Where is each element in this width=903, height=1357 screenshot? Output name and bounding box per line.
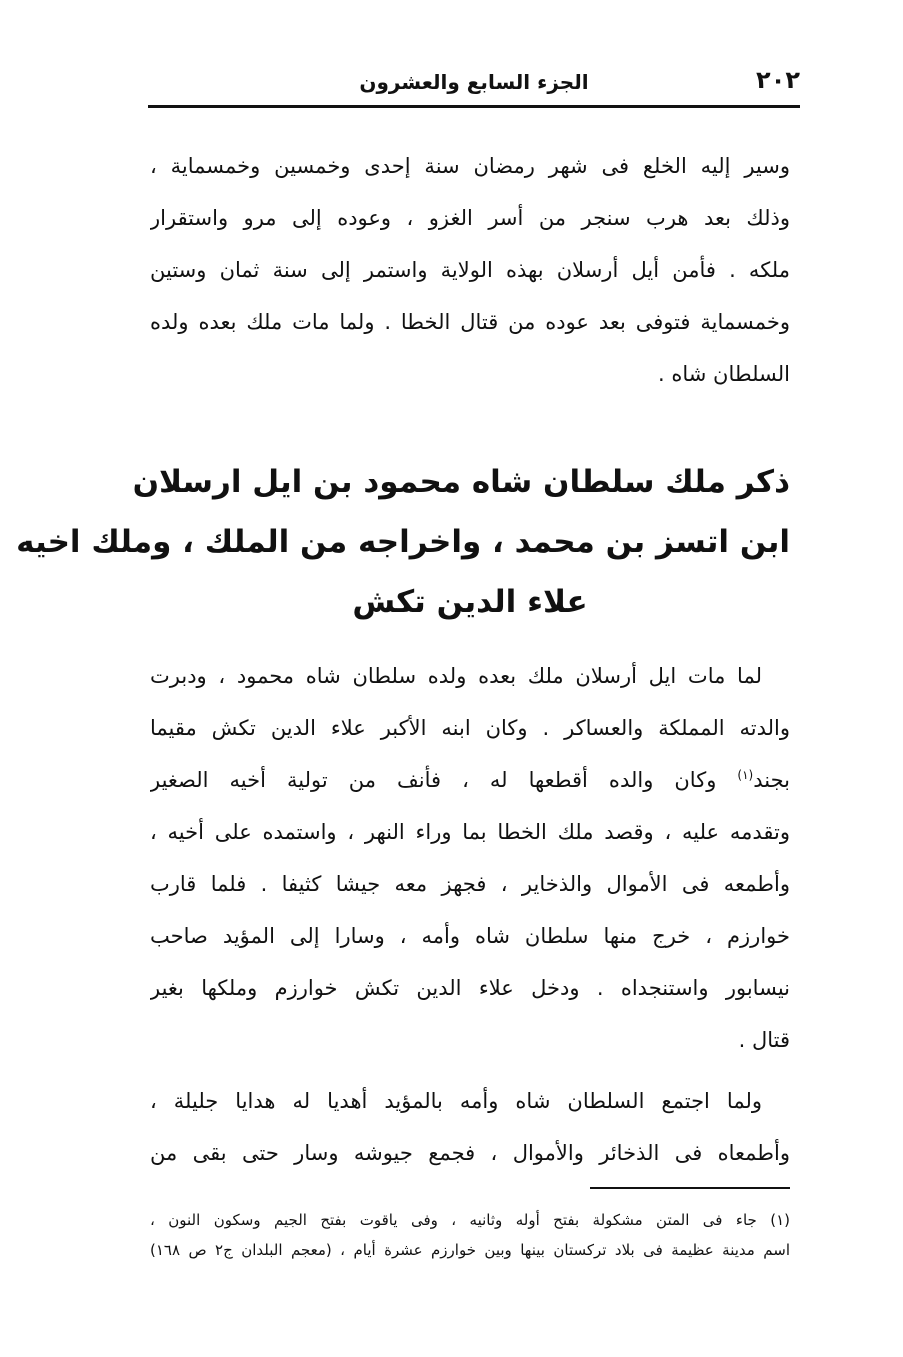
paragraph-1	[150, 140, 790, 400]
text-line: السلطان شاه .	[658, 362, 790, 386]
text-fragment: وكان والده أقطعها له ، فأنف من تولية أخيه الصغير	[150, 768, 717, 792]
text-line: نيسابور واستنجداه . ودخل علاء الدين تكش خوارزم وملكها بغير	[150, 976, 790, 1000]
text-line: خوارزم ، خرج منها سلطان شاه وأمه ، وسارا إلى المؤيد صاحب	[150, 924, 790, 948]
text-line: وأطمعه فى الأموال والذخاير ، فجهز معه جيشا كثيفا . فلما قارب	[150, 872, 790, 896]
text-line: ملكه . فأمن أيل أرسلان بهذه الولاية واستمر إلى سنة ثمان وستين	[150, 258, 790, 282]
text-line: وتقدمه عليه ، وقصد ملك الخطا بما وراء النهر ، واستمده على أخيه ،	[150, 820, 790, 844]
text-line: وذلك بعد هرب سنجر من أسر الغزو ، وعوده إلى مرو واستقرار	[150, 206, 790, 230]
section-heading	[16, 452, 790, 632]
text-line: قتال .	[738, 1028, 790, 1052]
footnote-line: اسم مدينة عظيمة فى بلاد تركستان بينها وبين خوارزم عشرة أيام ، (معجم البلدان ج٢ ص ١٦٨)	[150, 1241, 790, 1259]
header-divider	[148, 105, 800, 108]
paragraph-3	[150, 1075, 790, 1179]
text-line: ولما اجتمع السلطان شاه وأمه بالمؤيد أهديا له هدايا جليلة ،	[150, 1089, 762, 1113]
running-title: الجزء السابع والعشرون	[359, 70, 589, 94]
heading-line: ذكر ملك سلطان شاه محمود بن ايل ارسلان	[132, 464, 790, 500]
heading-line: ابن اتسز بن محمد ، واخراجه من الملك ، وملك اخيه	[16, 524, 790, 560]
heading-line: علاء الدين تكش	[352, 584, 588, 620]
page-header	[148, 62, 800, 102]
footnote-reference: (١)	[737, 768, 754, 782]
footnote-divider	[590, 1187, 790, 1189]
text-line: والدته المملكة والعساكر . وكان ابنه الأكبر علاء الدين تكش مقيما	[150, 716, 790, 740]
text-line: وسير إليه الخلع فى شهر رمضان سنة إحدى وخمسين وخمسماية ،	[150, 154, 790, 178]
text-fragment: بجند	[753, 768, 790, 792]
text-line: وخمسماية فتوفى بعد عوده من قتال الخطا . ولما مات ملك بعده ولده	[150, 310, 790, 334]
footnote-line: (١) جاء فى المتن مشكولة بفتح أوله وثانيه ، وفى ياقوت بفتح الجيم وسكون النون ،	[150, 1211, 790, 1229]
paragraph-2	[150, 650, 790, 1066]
footnotes	[150, 1205, 790, 1265]
text-line-with-footnote	[150, 754, 790, 806]
page-number: ٢٠٢	[756, 66, 800, 94]
text-line: وأطمعاه فى الذخائر والأموال ، فجمع جيوشه وسار حتى بقى من	[150, 1141, 790, 1165]
text-line: لما مات ايل أرسلان ملك بعده ولده سلطان شاه محمود ، ودبرت	[150, 664, 762, 688]
